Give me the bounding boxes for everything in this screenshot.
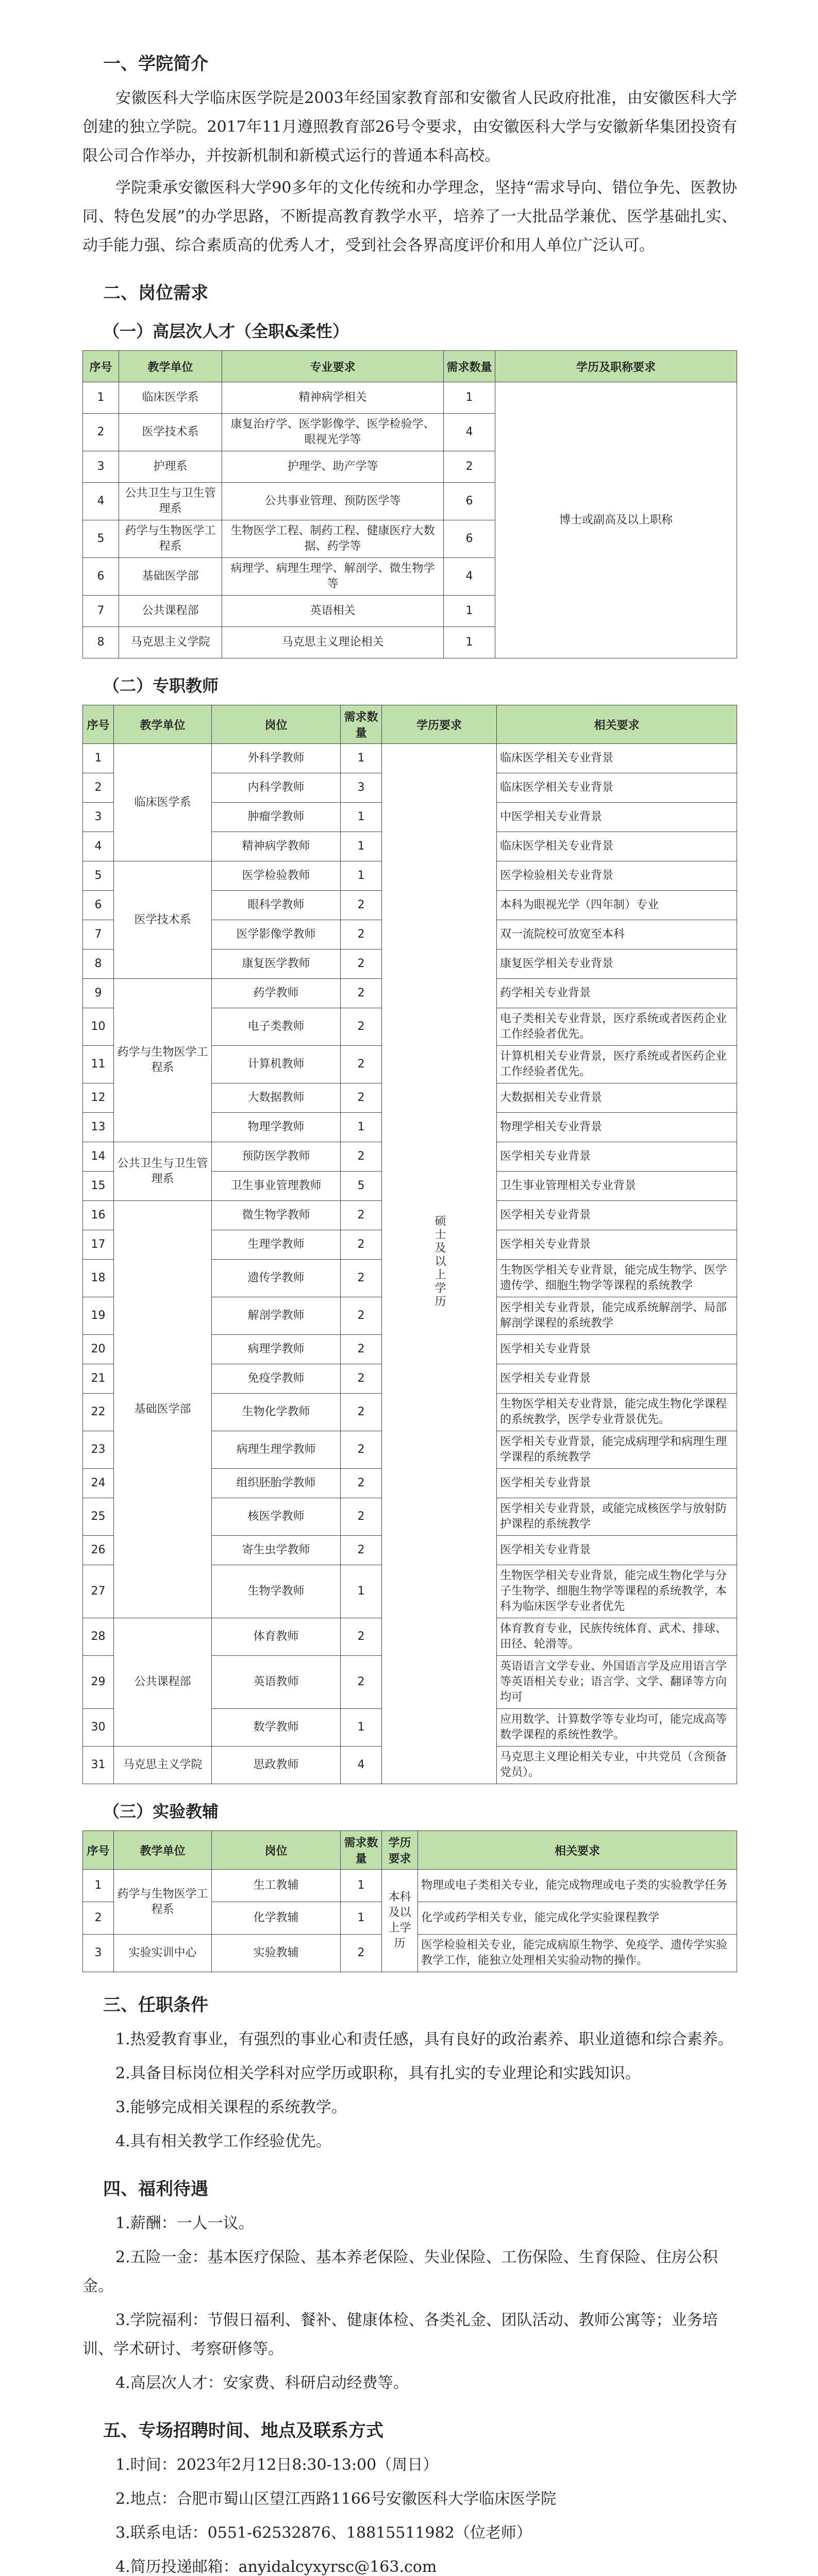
requirement-cell: 中医学相关专业背景 (497, 803, 737, 832)
table-header-row (83, 705, 737, 744)
position-cell: 外科学教师 (212, 744, 341, 773)
table1-title: （一）高层次人才（全职&柔性） (103, 321, 349, 341)
quantity-cell: 2 (341, 1536, 382, 1565)
requirement-cell: 电子类相关专业背景，医疗系统或者医药企业工作经验者优先。 (497, 1008, 737, 1046)
quantity-cell: 2 (341, 1935, 382, 1972)
position-cell: 生物学教师 (212, 1565, 341, 1618)
section-requirements-title: 三、任职条件 (103, 1995, 208, 2015)
row-number-cell: 15 (83, 1172, 114, 1201)
benefit-item: 4.高层次人才：安家费、科研启动经费等。 (115, 2374, 409, 2392)
table-cell: 5 (83, 520, 119, 558)
position-cell: 核医学教师 (212, 1498, 341, 1536)
row-number-cell: 2 (83, 773, 114, 803)
table-cell: 6 (444, 520, 495, 558)
header-cell: 学历要求 (382, 1831, 418, 1870)
position-cell: 英语教师 (212, 1656, 341, 1709)
row-number-cell: 3 (83, 1935, 114, 1972)
table-cell: 3 (83, 451, 119, 483)
quantity-cell: 2 (341, 1335, 382, 1364)
position-cell: 生物化学教师 (212, 1394, 341, 1431)
quantity-cell: 2 (341, 1142, 382, 1172)
requirement-cell: 医学检验相关专业背景 (497, 861, 737, 891)
row-number-cell: 3 (83, 803, 114, 832)
table-cell: 8 (83, 627, 119, 658)
table-row (83, 382, 737, 414)
table-cell: 马克思主义理论相关 (222, 627, 444, 658)
table-header-row (83, 351, 737, 382)
table-cell: 临床医学系 (119, 382, 222, 414)
requirement-cell: 医学相关专业背景，能完成系统解剖学、局部解剖学课程的系统教学 (497, 1297, 737, 1335)
quantity-cell: 2 (341, 1431, 382, 1469)
row-number-cell: 1 (83, 744, 114, 773)
position-cell: 解剖学教师 (212, 1297, 341, 1335)
teaching-unit-cell: 马克思主义学院 (114, 1747, 212, 1784)
position-cell: 内科学教师 (212, 773, 341, 803)
position-cell: 实验教辅 (212, 1935, 341, 1972)
requirement-cell: 医学相关专业背景，能完成病理学和病理生理学课程的系统教学 (497, 1431, 737, 1469)
quantity-cell: 2 (341, 1656, 382, 1709)
requirement-cell: 生物医学相关专业背景，能完成生物化学与分子生物学、细胞生物学等课程的系统教学，本科为临床医学专业者优先 (497, 1565, 737, 1618)
row-number-cell: 26 (83, 1536, 114, 1565)
requirement-cell: 医学相关专业背景 (497, 1536, 737, 1565)
position-cell: 病理学教师 (212, 1335, 341, 1364)
quantity-cell: 3 (341, 773, 382, 803)
requirement-cell: 医学相关专业背景 (497, 1335, 737, 1364)
requirement-cell: 本科为眼视光学（四年制）专业 (497, 891, 737, 920)
header-cell: 序号 (83, 351, 119, 382)
table-cell: 公共课程部 (119, 596, 222, 627)
quantity-cell: 2 (341, 1469, 382, 1498)
document (82, 31, 737, 2576)
requirement-cell: 体育教育专业，民族传统体育、武术、排球、田径、轮滑等。 (497, 1618, 737, 1656)
quantity-cell: 1 (341, 1902, 382, 1935)
quantity-cell: 2 (341, 1297, 382, 1335)
row-number-cell: 31 (83, 1747, 114, 1784)
row-number-cell: 17 (83, 1230, 114, 1260)
table-cell: 6 (83, 558, 119, 596)
table-cell: 英语相关 (222, 596, 444, 627)
row-number-cell: 2 (83, 1902, 114, 1935)
quantity-cell: 2 (341, 891, 382, 920)
table-cell: 生物医学工程、制药工程、健康医疗大数据、药学等 (222, 520, 444, 558)
quantity-cell: 1 (341, 803, 382, 832)
table-cell: 6 (444, 483, 495, 520)
requirement-cell: 物理或电子类相关专业，能完成物理或电子类的实验教学任务 (418, 1870, 737, 1902)
quantity-cell: 2 (341, 1498, 382, 1536)
quantity-cell: 5 (341, 1172, 382, 1201)
quantity-cell: 1 (341, 832, 382, 861)
row-number-cell: 7 (83, 920, 114, 950)
teaching-unit-cell: 实验实训中心 (114, 1935, 212, 1972)
quantity-cell: 2 (341, 1201, 382, 1230)
quantity-cell: 2 (341, 1230, 382, 1260)
row-number-cell: 13 (83, 1113, 114, 1142)
teaching-unit-cell: 公共课程部 (114, 1618, 212, 1747)
position-cell: 预防医学教师 (212, 1142, 341, 1172)
position-cell: 寄生虫学教师 (212, 1536, 341, 1565)
table-cell: 康复治疗学、医学影像学、医学检验学、眼视光学等 (222, 414, 444, 451)
row-number-cell: 22 (83, 1394, 114, 1431)
benefit-item: 3.学院福利：节假日福利、餐补、健康体检、各类礼金、团队活动、教师公寓等；业务培训、学术研讨、考察研修等。 (82, 2311, 718, 2358)
table-cell: 4 (444, 414, 495, 451)
table-cell: 基础医学部 (119, 558, 222, 596)
header-cell: 教学单位 (119, 351, 222, 382)
row-number-cell: 12 (83, 1083, 114, 1113)
table-cell: 1 (444, 627, 495, 658)
position-cell: 卫生事业管理教师 (212, 1172, 341, 1201)
teaching-unit-cell: 医学技术系 (114, 861, 212, 979)
quantity-cell: 2 (341, 1618, 382, 1656)
header-cell: 教学单位 (114, 1831, 212, 1870)
teaching-unit-cell: 临床医学系 (114, 744, 212, 861)
row-number-cell: 8 (83, 950, 114, 979)
row-number-cell: 9 (83, 979, 114, 1008)
header-cell: 学历及职称要求 (495, 351, 737, 382)
requirement-cell: 医学相关专业背景 (497, 1364, 737, 1394)
requirement-item: 3.能够完成相关课程的系统教学。 (115, 2098, 347, 2116)
quantity-cell: 2 (341, 1364, 382, 1394)
position-cell: 生工教辅 (212, 1870, 341, 1902)
teaching-unit-cell: 药学与生物医学工程系 (114, 1870, 212, 1935)
position-cell: 物理学教师 (212, 1113, 341, 1142)
requirement-cell: 应用数学、计算数学等专业均可，能完成高等数学课程的系统性教学。 (497, 1709, 737, 1747)
event-time: 1.时间：2023年2月12日8:30-13:00（周日） (115, 2456, 439, 2474)
education-requirement-cell: 博士或副高及以上职称 (495, 382, 737, 658)
position-cell: 计算机教师 (212, 1046, 341, 1083)
requirement-item: 1.热爱教育事业，有强烈的事业心和责任感，具有良好的政治素养、职业道德和综合素养。 (115, 2030, 733, 2048)
table3-body (83, 1870, 737, 1972)
teaching-unit-cell: 基础医学部 (114, 1201, 212, 1618)
intro-paragraph-2: 学院秉承安徽医科大学90多年的文化传统和办学理念，坚持“需求导向、错位争先、医教协同、特色发展”的办学思路，不断提高教育教学水平，培养了一大批品学兼优、医学基础扎实、动手能力强、综合素质高的优秀人才，受到社会各界高度评价和用人单位广泛认可。 (82, 179, 737, 255)
row-number-cell: 4 (83, 832, 114, 861)
row-number-cell: 16 (83, 1201, 114, 1230)
quantity-cell: 2 (341, 1260, 382, 1297)
position-cell: 病理生理学教师 (212, 1431, 341, 1469)
requirement-cell: 医学相关专业背景，或能完成核医学与放射防护课程的系统教学 (497, 1498, 737, 1536)
requirement-cell: 药学相关专业背景 (497, 979, 737, 1008)
table1-body (83, 382, 737, 658)
header-cell: 专业要求 (222, 351, 444, 382)
row-number-cell: 23 (83, 1431, 114, 1469)
table-cell: 药学与生物医学工程系 (119, 520, 222, 558)
section-intro-title: 一、学院简介 (103, 54, 208, 74)
education-requirement-cell: 本科及以上学历 (382, 1870, 418, 1972)
position-cell: 医学检验教师 (212, 861, 341, 891)
row-number-cell: 21 (83, 1364, 114, 1394)
education-requirement-cell (382, 744, 497, 1784)
contact-phone: 3.联系电话：0551-62532876、18815511982（位老师） (115, 2524, 532, 2542)
requirement-cell: 生物医学相关专业背景，能完成生物化学课程的系统教学，医学专业背景优先。 (497, 1394, 737, 1431)
header-cell: 学历要求 (382, 705, 497, 744)
header-cell: 相关要求 (497, 705, 737, 744)
high-level-talent-table (82, 350, 737, 658)
position-cell: 微生物学教师 (212, 1201, 341, 1230)
section-contact-title: 五、专场招聘时间、地点及联系方式 (103, 2420, 383, 2441)
table-cell: 公共卫生与卫生管理系 (119, 483, 222, 520)
requirement-cell: 化学或药学相关专业，能完成化学实验课程教学 (418, 1902, 737, 1935)
table3-title: （三）实验教辅 (103, 1802, 219, 1821)
requirement-cell: 医学相关专业背景 (497, 1469, 737, 1498)
row-number-cell: 29 (83, 1656, 114, 1709)
requirement-cell: 物理学相关专业背景 (497, 1113, 737, 1142)
requirement-cell: 康复医学相关专业背景 (497, 950, 737, 979)
table-cell: 医学技术系 (119, 414, 222, 451)
header-cell: 序号 (83, 705, 114, 744)
table2-body (83, 744, 737, 1784)
education-requirement-text: 硕士及以上学历 (433, 1214, 446, 1309)
position-cell: 体育教师 (212, 1618, 341, 1656)
table-cell: 7 (83, 596, 119, 627)
table-cell: 护理学、助产学等 (222, 451, 444, 483)
quantity-cell: 2 (341, 950, 382, 979)
event-place: 2.地点：合肥市蜀山区望江西路1166号安徽医科大学临床医学院 (115, 2490, 556, 2508)
row-number-cell: 24 (83, 1469, 114, 1498)
position-cell: 免疫学教师 (212, 1364, 341, 1394)
position-cell: 思政教师 (212, 1747, 341, 1784)
benefit-item: 1.薪酬：一人一议。 (115, 2214, 254, 2232)
position-cell: 药学教师 (212, 979, 341, 1008)
row-number-cell: 19 (83, 1297, 114, 1335)
quantity-cell: 2 (341, 1008, 382, 1046)
table-cell: 1 (444, 382, 495, 414)
row-number-cell: 14 (83, 1142, 114, 1172)
header-cell: 需求数量 (444, 351, 495, 382)
requirement-cell: 临床医学相关专业背景 (497, 773, 737, 803)
requirement-item: 2.具备目标岗位相关学科对应学历或职称，具有扎实的专业理论和实践知识。 (115, 2064, 641, 2082)
quantity-cell: 1 (341, 1113, 382, 1142)
quantity-cell: 1 (341, 1709, 382, 1747)
row-number-cell: 27 (83, 1565, 114, 1618)
table-header-row (83, 1831, 737, 1870)
row-number-cell: 1 (83, 1870, 114, 1902)
requirement-cell: 医学相关专业背景 (497, 1201, 737, 1230)
position-cell: 康复医学教师 (212, 950, 341, 979)
header-cell: 岗位 (212, 1831, 341, 1870)
row-number-cell: 20 (83, 1335, 114, 1364)
header-cell: 相关要求 (418, 1831, 737, 1870)
table-row (83, 1870, 737, 1902)
table-cell: 4 (444, 558, 495, 596)
quantity-cell: 2 (341, 1046, 382, 1083)
row-number-cell: 28 (83, 1618, 114, 1656)
quantity-cell: 1 (341, 861, 382, 891)
requirement-cell: 双一流院校可放宽至本科 (497, 920, 737, 950)
requirement-cell: 医学相关专业背景 (497, 1142, 737, 1172)
table-row (83, 744, 737, 773)
row-number-cell: 6 (83, 891, 114, 920)
header-cell: 序号 (83, 1831, 114, 1870)
header-cell: 需求数量 (341, 1831, 382, 1870)
position-cell: 电子类教师 (212, 1008, 341, 1046)
table2-title: （二）专职教师 (103, 676, 219, 696)
table-cell: 1 (444, 596, 495, 627)
requirement-cell: 医学检验相关专业，能完成病原生物学、免疫学、遗传学实验教学工作，能独立处理相关实验动物的操作。 (418, 1935, 737, 1972)
position-cell: 化学教辅 (212, 1902, 341, 1935)
quantity-cell: 2 (341, 920, 382, 950)
position-cell: 眼科学教师 (212, 891, 341, 920)
row-number-cell: 25 (83, 1498, 114, 1536)
requirement-item: 4.具有相关教学工作经验优先。 (115, 2132, 331, 2150)
row-number-cell: 10 (83, 1008, 114, 1046)
table-cell: 马克思主义学院 (119, 627, 222, 658)
section-positions-title: 二、岗位需求 (103, 283, 208, 303)
row-number-cell: 30 (83, 1709, 114, 1747)
row-number-cell: 18 (83, 1260, 114, 1297)
quantity-cell: 2 (341, 1083, 382, 1113)
position-cell: 生理学教师 (212, 1230, 341, 1260)
header-cell: 岗位 (212, 705, 341, 744)
table-cell: 护理系 (119, 451, 222, 483)
requirement-cell: 卫生事业管理相关专业背景 (497, 1172, 737, 1201)
position-cell: 大数据教师 (212, 1083, 341, 1113)
row-number-cell: 5 (83, 861, 114, 891)
row-number-cell: 11 (83, 1046, 114, 1083)
table-cell: 病理学、病理生理学、解剖学、微生物学等 (222, 558, 444, 596)
requirement-cell: 马克思主义理论相关专业，中共党员（含预备党员）。 (497, 1747, 737, 1784)
teaching-unit-cell: 公共卫生与卫生管理系 (114, 1142, 212, 1201)
intro-paragraph-1: 安徽医科大学临床医学院是2003年经国家教育部和安徽省人民政府批准，由安徽医科大学创建的独立学院。2017年11月遵照教育部26号令要求，由安徽医科大学与安徽新华集团投资有限公司合作举办，并按新机制和新模式运行的普通本科高校。 (82, 89, 737, 165)
table-cell: 公共事业管理、预防医学等 (222, 483, 444, 520)
quantity-cell: 1 (341, 1565, 382, 1618)
requirement-cell: 英语语言文学专业、外国语言学及应用语言学等英语相关专业；语言学、文学、翻译等方向均可 (497, 1656, 737, 1709)
position-cell: 肿瘤学教师 (212, 803, 341, 832)
position-cell: 数学教师 (212, 1709, 341, 1747)
quantity-cell: 1 (341, 1870, 382, 1902)
position-cell: 医学影像学教师 (212, 920, 341, 950)
teaching-unit-cell: 药学与生物医学工程系 (114, 979, 212, 1142)
requirement-cell: 计算机相关专业背景，医疗系统或者医药企业工作经验者优先。 (497, 1046, 737, 1083)
requirement-cell: 生物医学相关专业背景，能完成生物学、医学遗传学、细胞生物学等课程的系统教学 (497, 1260, 737, 1297)
section-benefits-title: 四、福利待遇 (103, 2179, 208, 2199)
table-cell: 4 (83, 483, 119, 520)
quantity-cell: 4 (341, 1747, 382, 1784)
full-time-teacher-table (82, 705, 737, 1784)
position-cell: 遗传学教师 (212, 1260, 341, 1297)
quantity-cell: 1 (341, 744, 382, 773)
header-cell: 教学单位 (114, 705, 212, 744)
lab-assistant-table (82, 1831, 737, 1972)
quantity-cell: 2 (341, 1394, 382, 1431)
position-cell: 精神病学教师 (212, 832, 341, 861)
header-cell: 需求数量 (341, 705, 382, 744)
requirement-cell: 临床医学相关专业背景 (497, 744, 737, 773)
quantity-cell: 2 (341, 979, 382, 1008)
requirement-cell: 临床医学相关专业背景 (497, 832, 737, 861)
benefit-item: 2.五险一金：基本医疗保险、基本养老保险、失业保险、工伤保险、生育保险、住房公积金。 (82, 2248, 718, 2295)
resume-email[interactable]: 4.简历投递邮箱：anyidalcyxyrsc@163.com (115, 2558, 437, 2576)
requirement-cell: 大数据相关专业背景 (497, 1083, 737, 1113)
position-cell: 组织胚胎学教师 (212, 1469, 341, 1498)
table-cell: 1 (83, 382, 119, 414)
table-cell: 2 (444, 451, 495, 483)
table-cell: 2 (83, 414, 119, 451)
requirement-cell: 医学相关专业背景 (497, 1230, 737, 1260)
table-cell: 精神病学相关 (222, 382, 444, 414)
